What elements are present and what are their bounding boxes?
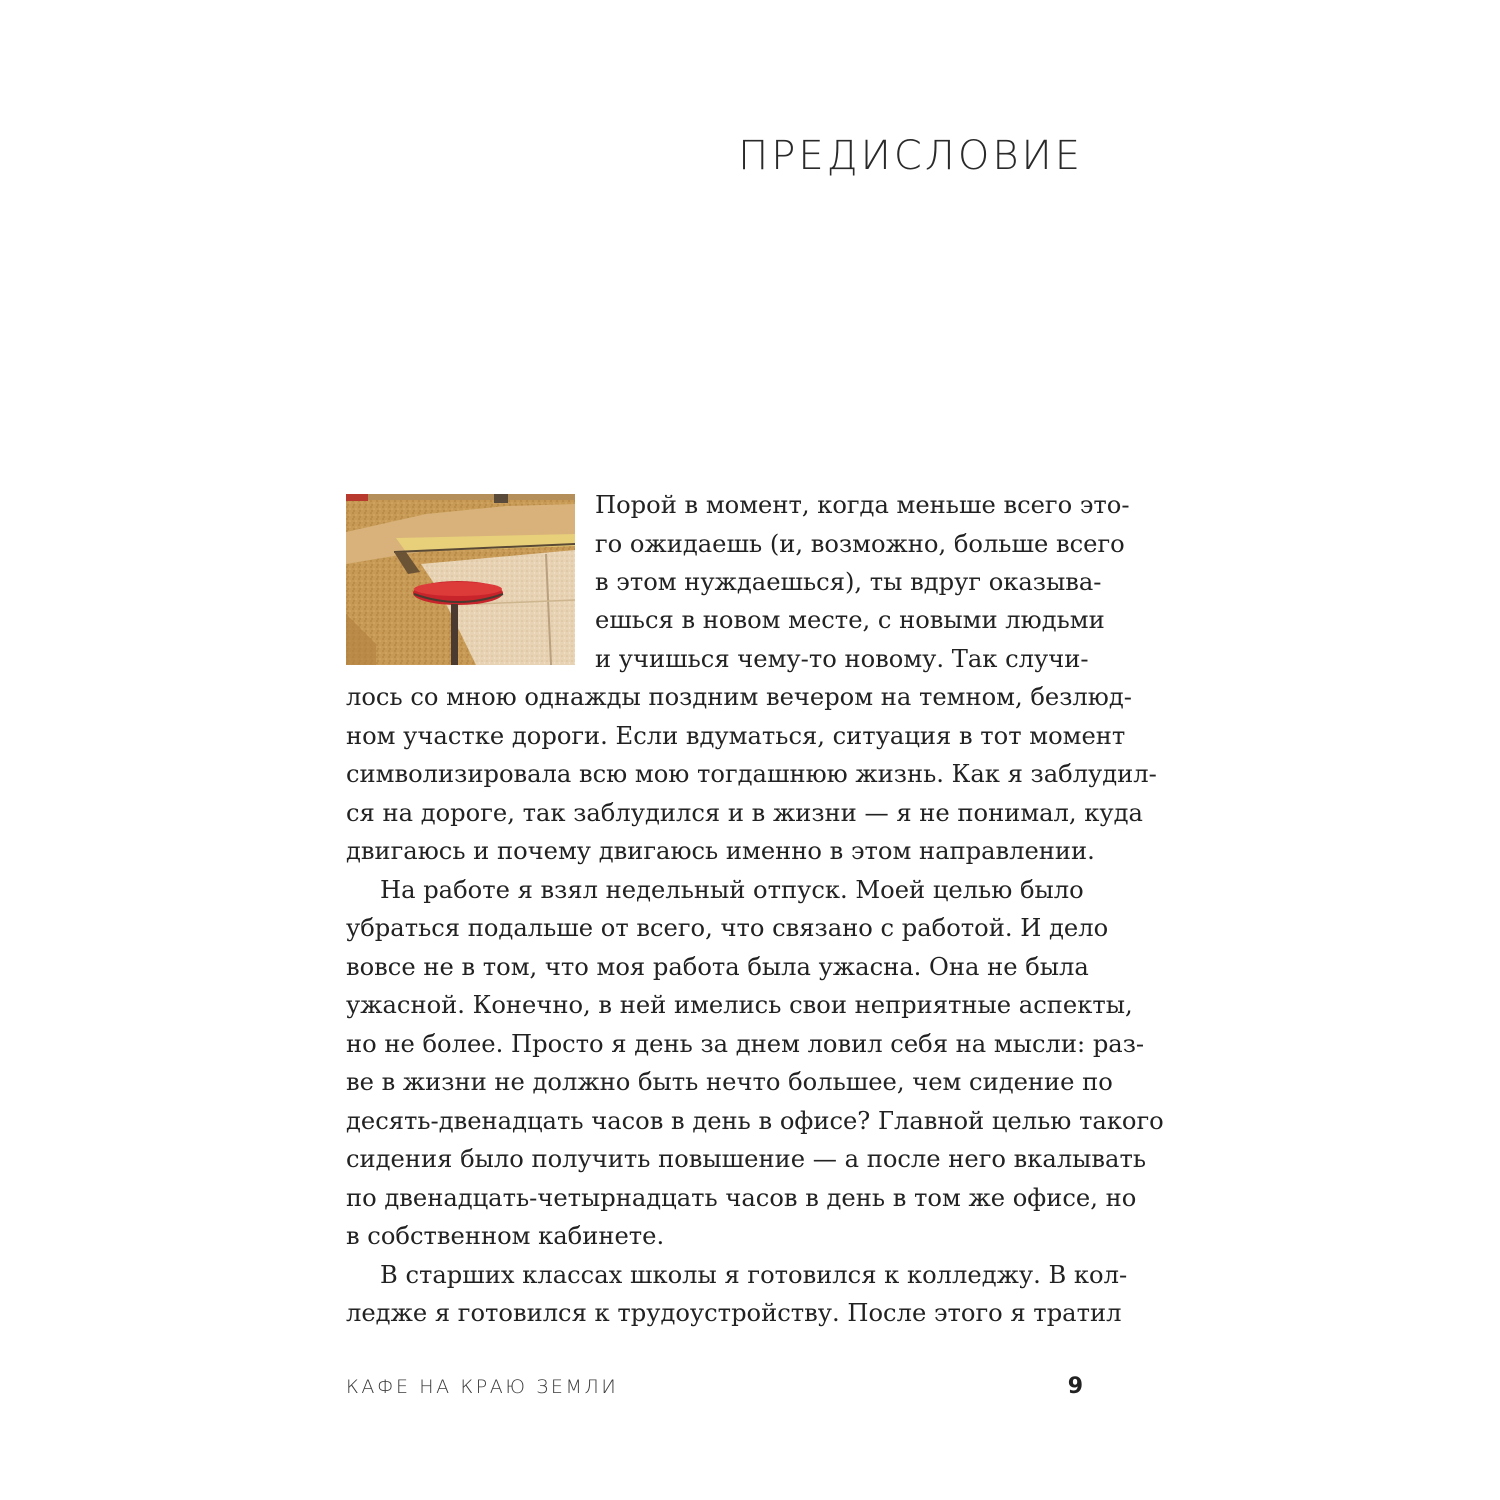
text-line: ужасной. Конечно, в ней имелись свои неприятные аспекты,: [346, 991, 1133, 1019]
text-line: ве в жизни не должно быть нечто большее, чем сидение по: [346, 1068, 1113, 1096]
page-number: 9: [1067, 1374, 1083, 1399]
text-line: символизировала всю мою тогдашнюю жизнь. Как я заблудил-: [346, 760, 1157, 788]
text-line: го ожидаешь (и, возможно, больше всего: [595, 530, 1125, 558]
text-line: На работе я взял недельный отпуск. Моей целью было: [380, 876, 1084, 904]
illustration-image: [346, 494, 575, 665]
text-line: ном участке дороги. Если вдуматься, ситуация в тот момент: [346, 722, 1126, 750]
text-line: убраться подальше от всего, что связано с работой. И дело: [346, 914, 1109, 942]
text-line: но не более. Просто я день за днем ловил себя на мысли: раз-: [346, 1030, 1145, 1058]
text-line: и учишься чему-то новому. Так случи-: [595, 645, 1089, 673]
text-line: в собственном кабинете.: [346, 1222, 665, 1250]
text-line: по двенадцать-четырнадцать часов в день в том же офисе, но: [346, 1184, 1137, 1212]
text-line: сидения было получить повышение — а после него вкалывать: [346, 1145, 1147, 1173]
cafe-stool-painting-icon: [346, 494, 575, 665]
text-line: в этом нуждаешься), ты вдруг оказыва-: [595, 568, 1102, 596]
text-line: двигаюсь и почему двигаюсь именно в этом направлении.: [346, 837, 1095, 865]
text-line: ешься в новом месте, с новыми людьми: [595, 606, 1105, 634]
text-line: вовсе не в том, что моя работа была ужасна. Она не была: [346, 953, 1089, 981]
running-footer-title: КАФЕ НА КРАЮ ЗЕМЛИ: [346, 1376, 619, 1398]
text-line: лось со мною однажды поздним вечером на темном, безлюд-: [346, 683, 1132, 711]
text-line: Порой в момент, когда меньше всего это-: [595, 491, 1130, 519]
text-line: ледже я готовился к трудоустройству. После этого я тратил: [346, 1299, 1122, 1327]
page-title: ПРЕДИСЛОВИЕ: [738, 133, 1083, 179]
text-line: ся на дороге, так заблудился и в жизни — я не понимал, куда: [346, 799, 1143, 827]
text-line: В старших классах школы я готовился к колледжу. В кол-: [380, 1261, 1128, 1289]
text-line: десять-двенадцать часов в день в офисе? Главной целью такого: [346, 1107, 1164, 1135]
